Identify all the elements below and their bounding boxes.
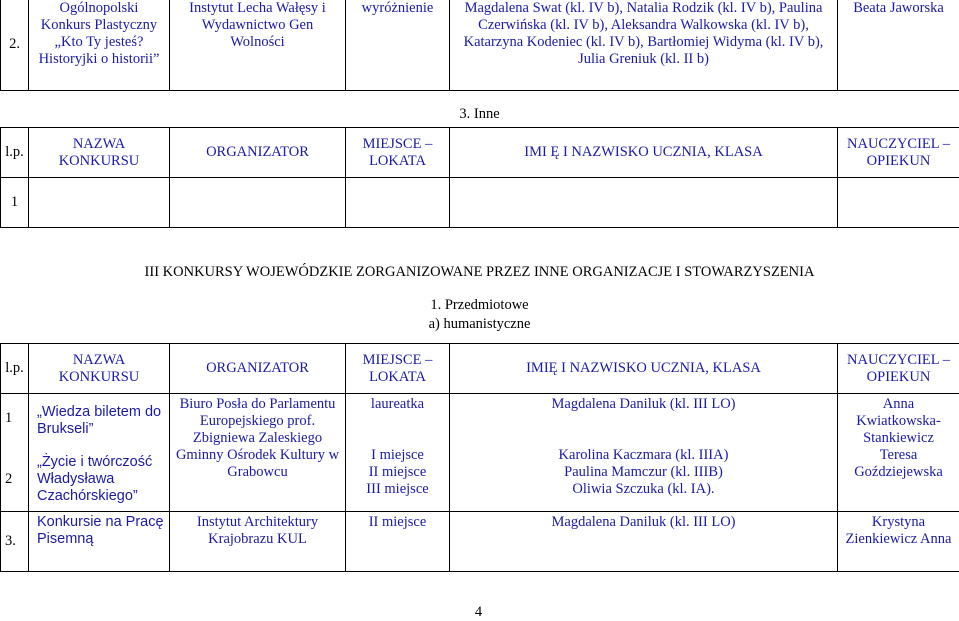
table-continued: [0, 0, 959, 91]
table-inne: [0, 127, 959, 228]
teacher: [838, 394, 959, 512]
students: [450, 178, 838, 228]
placement-2c: III miejsce: [350, 481, 445, 498]
student-2b: Paulina Mamczur (kl. IIIB): [454, 464, 833, 481]
contest-name-2: „Życie i twórczość Władysława Czachórskiego”: [37, 454, 165, 505]
header-students: IMI Ę I NAZWISKO UCZNIA, KLASA: [450, 128, 838, 178]
teacher-2: Teresa Goździejewska: [842, 447, 955, 481]
row-number-1: 1: [5, 410, 24, 427]
contest-name: Konkursie na Pracę Pisemną: [29, 512, 170, 572]
table-row: [1, 0, 959, 91]
teacher: [838, 178, 959, 228]
row-number: 2.: [1, 0, 29, 91]
contest-name: [29, 394, 170, 512]
section-heading-inne: 3. Inne: [0, 106, 959, 123]
table-row: [1, 512, 959, 572]
placement: [346, 394, 450, 512]
organizer: Biuro Posła do Parlamentu Europejskiego prof. Zbigniewa Zaleskiego Gminny Ośrodek Kultury w Grabowcu: [170, 394, 346, 512]
header-place: MIEJSCE – LOKATA: [346, 344, 450, 394]
placement: [346, 178, 450, 228]
students: Magdalena Swat (kl. IV b), Natalia Rodzik (kl. IV b), Paulina Czerwińska (kl. IV b), Aleksandra Walkowska (kl. IV b), Katarzyna Kodeniec (kl. IV b), Bartłomiej Widyma (kl. IV b), Julia Greniuk (kl. II b): [450, 0, 838, 91]
table-row: [1, 394, 959, 512]
header-lp: l.p.: [1, 344, 29, 394]
students: [450, 394, 838, 512]
contest-name-1: „Wiedza biletem do Brukseli”: [37, 404, 165, 438]
row-number: 3.: [1, 512, 29, 572]
student-2a: Karolina Kaczmara (kl. IIIA): [454, 447, 833, 464]
organizer: Instytut Lecha Wałęsy i Wydawnictwo Gen Wolności: [170, 0, 346, 91]
placement: II miejsce: [346, 512, 450, 572]
placement-1: laureatka: [350, 396, 445, 413]
subheading-humanistyczne: a) humanistyczne: [0, 316, 959, 333]
row-number: 1: [1, 178, 29, 228]
table-header-row: [1, 344, 959, 394]
header-place: MIEJSCE – LOKATA: [346, 128, 450, 178]
header-teacher: NAUCZYCIEL – OPIEKUN: [838, 128, 959, 178]
subheading-przedmiotowe: 1. Przedmiotowe: [0, 297, 959, 314]
header-organizer: ORGANIZATOR: [170, 128, 346, 178]
teacher-1: Anna Kwiatkowska-Stankiewicz: [842, 396, 955, 447]
student-2c: Oliwia Szczuka (kl. IA).: [454, 481, 833, 498]
section-heading-iii: III KONKURSY WOJEWÓDZKIE ZORGANIZOWANE PRZEZ INNE ORGANIZACJE I STOWARZYSZENIA: [0, 264, 959, 281]
placement-2b: II miejsce: [350, 464, 445, 481]
header-name: NAZWA KONKURSU: [29, 128, 170, 178]
table-humanistyczne: [0, 343, 959, 572]
placement-2a: I miejsce: [350, 447, 445, 464]
student-1: Magdalena Daniluk (kl. III LO): [454, 396, 833, 413]
header-lp: l.p.: [1, 128, 29, 178]
contest-name: [29, 178, 170, 228]
organizer: [170, 178, 346, 228]
teacher: Krystyna Zienkiewicz Anna: [838, 512, 959, 572]
page-number: 4: [0, 604, 958, 621]
header-teacher: NAUCZYCIEL – OPIEKUN: [838, 344, 959, 394]
row-number-2: 2: [5, 471, 24, 488]
row-number: [1, 394, 29, 512]
table-row: [1, 178, 959, 228]
students: Magdalena Daniluk (kl. III LO): [450, 512, 838, 572]
header-organizer: ORGANIZATOR: [170, 344, 346, 394]
header-name: NAZWA KONKURSU: [29, 344, 170, 394]
organizer: Instytut Architektury Krajobrazu KUL: [170, 512, 346, 572]
contest-name: Ogólnopolski Konkurs Plastyczny „Kto Ty jesteś? Historyjki o historii”: [29, 0, 170, 91]
placement: wyróżnienie: [346, 0, 450, 91]
header-students: IMIĘ I NAZWISKO UCZNIA, KLASA: [450, 344, 838, 394]
teacher: Beata Jaworska: [838, 0, 959, 91]
table-header-row: [1, 128, 959, 178]
